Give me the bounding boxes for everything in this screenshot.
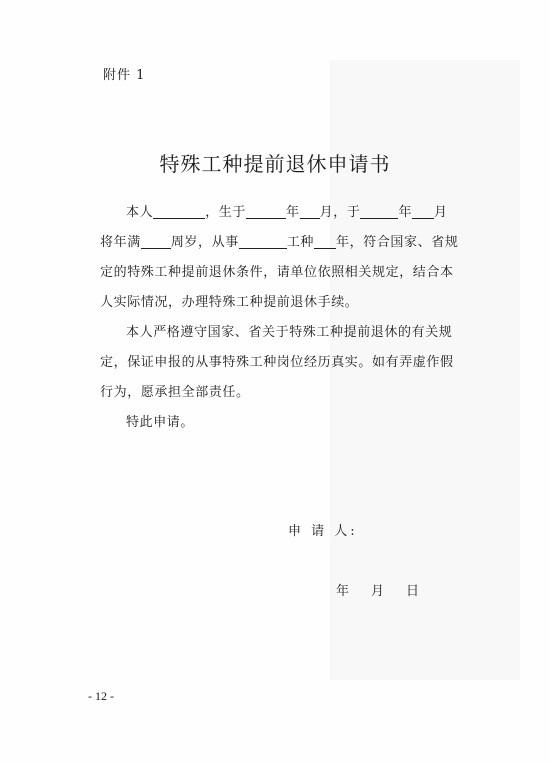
date-month: 月: [371, 584, 385, 599]
attachment-label: 附件 1: [103, 68, 146, 83]
date-year: 年: [336, 584, 350, 599]
age-blank: [141, 234, 171, 249]
birth-month-blank: [300, 204, 320, 219]
paragraph-1-line-4: 人实际情况，办理特殊工种提前退休手续。: [100, 295, 359, 310]
date-month-blank: [412, 204, 434, 219]
paragraph-2-line-3: 行为，愿承担全部责任。: [100, 385, 250, 400]
closing-line: 特此申请。: [126, 415, 195, 430]
paragraph-3: [100, 408, 465, 438]
paragraph-2-line-2: 定，保证申报的从事特殊工种岗位经历真实。如有弄虚作假: [100, 355, 454, 370]
job-type-blank: [239, 234, 287, 249]
date-line: [336, 580, 441, 599]
name-blank: [153, 204, 205, 219]
page-number: - 12 -: [88, 689, 114, 703]
paragraph-1-line-1: 本人 ，生于 年 月，于 年 月: [126, 205, 448, 220]
date-day: 日: [406, 584, 420, 599]
paragraph-2: [100, 318, 465, 408]
paragraph-1-line-2: 将年满 周岁，从事 工种 年，符合国家、省规: [100, 235, 459, 250]
work-years-blank: [314, 234, 336, 249]
birth-year-blank: [246, 204, 286, 219]
paragraph-1: [100, 198, 465, 318]
date-year-blank: [360, 204, 398, 219]
paragraph-2-line-1: 本人严格遵守国家、省关于特殊工种提前退休的有关规: [126, 325, 453, 340]
applicant-label: 申 请 人:: [288, 524, 358, 539]
paragraph-1-line-3: 定的特殊工种提前退休条件，请单位依照相关规定，结合本: [100, 265, 454, 280]
document-title: 特殊工种提前退休申请书: [159, 152, 391, 176]
